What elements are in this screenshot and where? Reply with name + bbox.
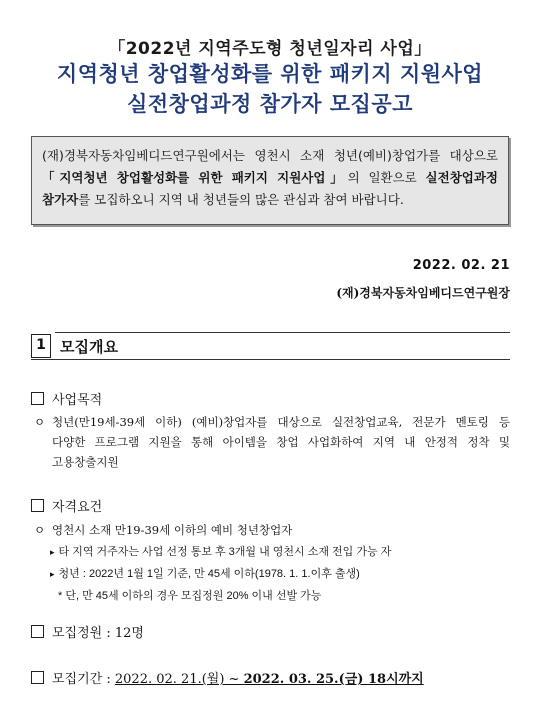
period-row: [31, 668, 424, 687]
eligibility-main: 영천시 소재 만19-39세 이하의 예비 청년창업자: [52, 523, 293, 537]
eligibility-bullet: ㅇ: [34, 523, 46, 537]
purpose-line2: 다양한 프로그램 지원을 통해 아이템을 창업 사업화하여 지역 내 안정적 정착 및: [52, 435, 510, 449]
period-start: 2022. 02. 21.(월) ~: [114, 672, 244, 687]
triangle-bullet-icon: ▸: [50, 569, 55, 579]
eligibility-sub2-text: 청년 : 2022년 1월 1일 기준, 만 45세 이하(1978. 1. 1.이후 출생): [58, 568, 360, 580]
purpose-heading-text: 사업목적: [52, 393, 103, 408]
intro-participant: 참가자: [42, 192, 79, 207]
purpose-line1: 청년(만19세-39세 이하) (예비)창업자를 대상으로 실전창업교육, 전문가 멘토링 등: [52, 415, 510, 429]
notice-title-line2: 지역청년 창업활성화를 위한 패키지 지원사업: [56, 62, 484, 86]
intro-box: [31, 136, 509, 225]
section-rule-bottom: [31, 359, 510, 360]
checkbox-square-icon: [31, 392, 44, 405]
triangle-bullet-icon: ▸: [50, 547, 55, 557]
intro-line3-rest: 를 모집하오니 지역 내 청년들의 많은 관심과 참여 바랍니다.: [78, 192, 404, 207]
section-title: 모집개요: [60, 338, 118, 356]
issuing-organization: (재)경북자동차임베디드연구원장: [336, 286, 510, 300]
eligibility-heading-text: 자격요건: [52, 500, 103, 515]
notice-date: 2022. 02. 21: [412, 258, 510, 273]
checkbox-square-icon: [31, 625, 44, 638]
intro-line2-mid: 의 일환으로: [347, 170, 426, 185]
eligibility-heading: [31, 496, 102, 515]
eligibility-sub1-text: 타 지역 거주자는 사업 선정 통보 후 3개월 내 영천시 소재 전입 가능 자: [58, 546, 392, 558]
eligibility-note: * 단, 만 45세 이하의 경우 모집정원 20% 이내 선발 가능: [58, 590, 322, 602]
section-number: 1: [31, 334, 51, 358]
purpose-line3: 고용창출지원: [52, 455, 119, 469]
capacity-row: [31, 622, 144, 641]
eligibility-sub2: [50, 565, 360, 581]
intro-line2: [42, 167, 498, 189]
checkbox-square-icon: [31, 671, 44, 684]
intro-program-name: 「지역청년 창업활성화를 위한 패키지 지원사업」: [42, 170, 348, 185]
intro-line1: (재)경북자동차임베디드연구원에서는 영천시 소재 청년(예비)창업가를 대상으로: [42, 148, 498, 163]
purpose-paragraph: [52, 412, 510, 472]
notice-title-line3: 실전창업과정 참가자 모집공고: [127, 92, 413, 116]
period-label: 모집기간 :: [52, 672, 115, 687]
period-end: 2022. 03. 25.(금) 18시까지: [243, 672, 424, 687]
purpose-bullet: ㅇ: [34, 415, 46, 429]
capacity-value: 12명: [114, 626, 144, 641]
purpose-heading: [31, 389, 102, 408]
intro-course-name: 실전창업과정: [425, 170, 498, 185]
section-rule-top: [55, 332, 510, 333]
notice-title-line1: 「2022년 지역주도형 청년일자리 사업」: [108, 39, 432, 59]
period-value: [115, 672, 424, 687]
checkbox-square-icon: [31, 499, 44, 512]
capacity-label: 모집정원 :: [52, 626, 115, 641]
intro-line3: [42, 189, 498, 211]
eligibility-sub1: [50, 543, 391, 559]
